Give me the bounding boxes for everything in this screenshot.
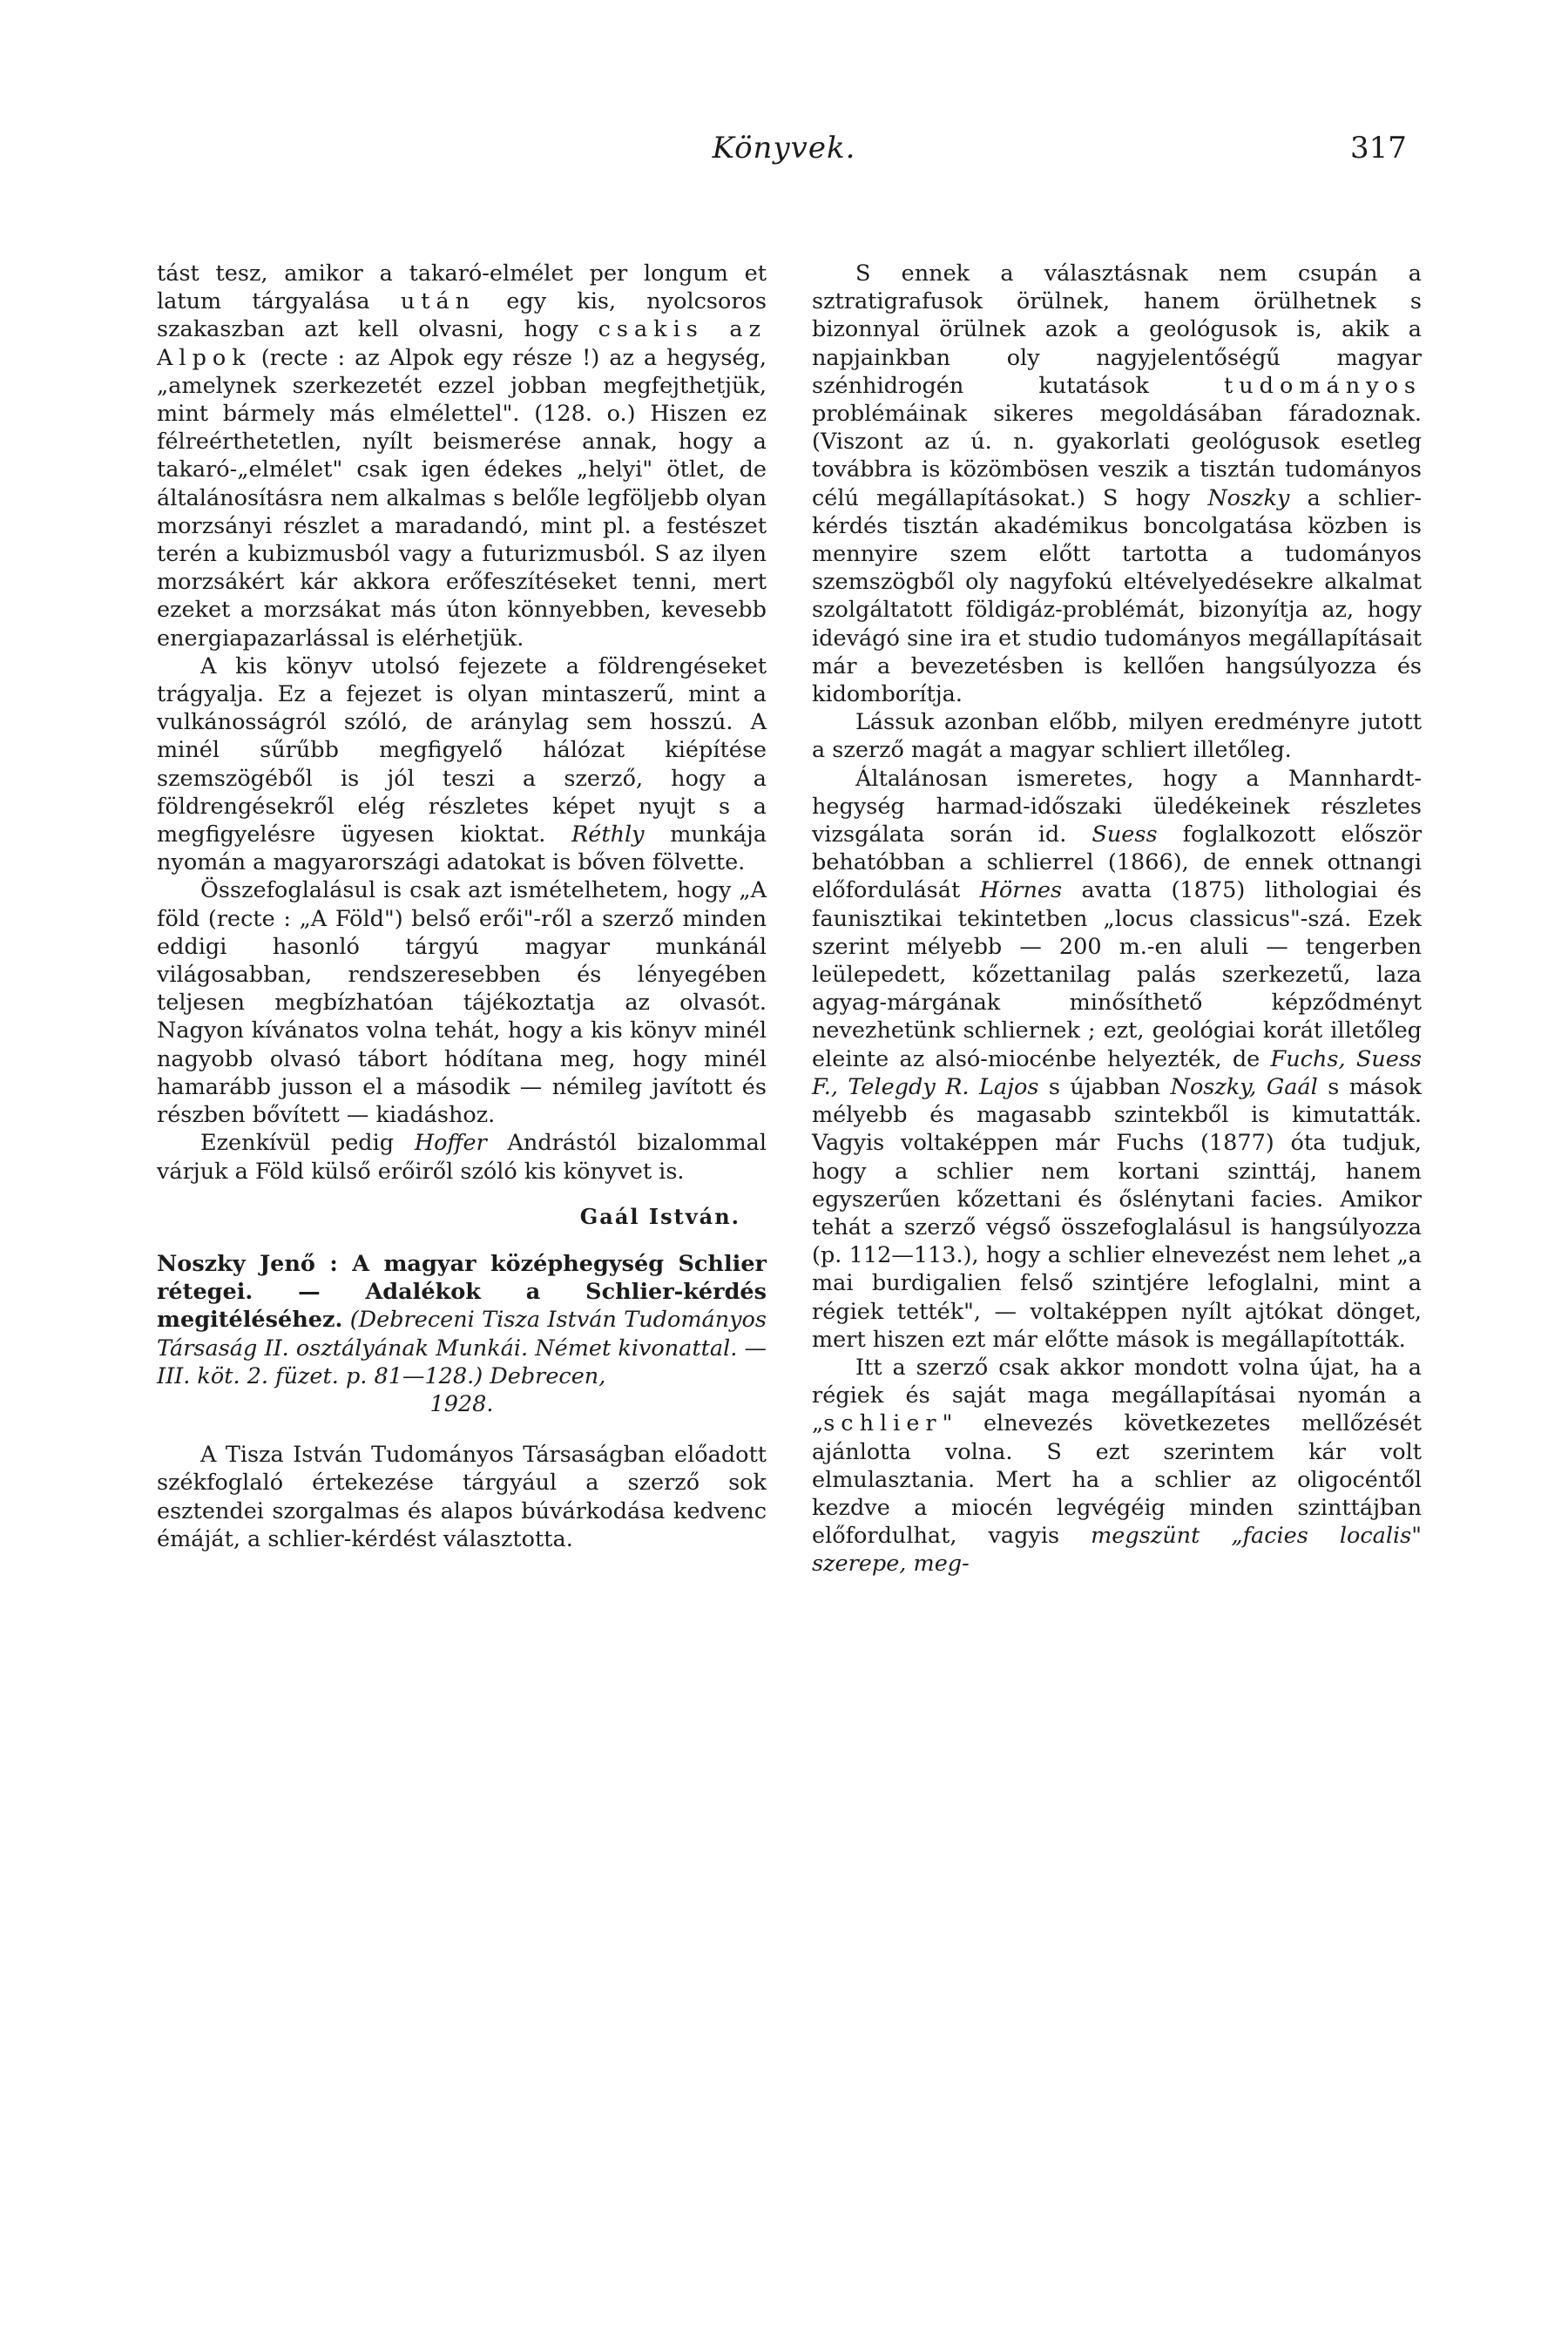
paragraph: S ennek a választásnak nem csupán a sztratigrafusok örülnek, hanem örülhetnek s bizonnyal örülnek azok a geológusok is, akik a napjainkban oly nagyjelentőségű magyar szénhidrogén kutatások tudományos problémáinak sikeres megoldásában fáradoznak. (Viszont az ú. n. gyakorlati geológusok esetleg továbbra is közömbösen veszik a tisztán tudományos célú megállapításokat.) S hogy Noszky a schlier-kérdés tisztán akadémikus boncolgatása közben is mennyire szem előtt tartotta a tudományos szemszögből oly nagyfokú eltévelyedésekre alkalmat szolgáltatott földigáz-problémát, bizonyítja az, hogy idevágó sine ira et studio tudományos megállapításait már a bevezetésben is kellően hangsúlyozza és kidomborítja.	[812, 260, 1423, 708]
paragraph: tást tesz, amikor a takaró-elmélet per longum et latum tárgyalása után egy kis, nyolcsoros szakaszban azt kell olvasni, hogy csakis az Alpok (recte : az Alpok egy része !) az a hegység, „amelynek szerkezetét ezzel jobban megfejthetjük, mint bármely más elmélettel". (128. o.) Hiszen ez félreérthetetlen, nyílt beismerése annak, hogy a takaró-„elmélet" csak igen édekes „helyi" ötlet, de általánosításra nem alkalmas s belőle legföljebb olyan morzsányi részlet a maradandó, mint pl. a festészet terén a kubizmusból vagy a futurizmusból. S az ilyen morzsákért kár akkora erőfeszítéseket tenni, mert ezeket a morzsákat más úton könnyebben, kevesebb energiapazarlással is elérhetjük.	[157, 260, 767, 652]
running-header: Könyvek.	[712, 131, 856, 166]
paragraph: A Tisza István Tudományos Társaságban előadott székfoglaló értekezése tárgyául a szerző sok esztendei szorgalmas és alapos búvárkodása kedvenc émáját, a schlier-kérdést választotta.	[157, 1442, 767, 1552]
paragraph: Összefoglalásul is csak azt ismételhetem, hogy „A föld (recte : „A Föld") belső erői"-ről a szerző minden eddigi hasonló tárgyú magyar munkánál világosabban, rendszeresebben és lényegében teljesen megbízhatóan tájékoztatja az olvasót. Nagyon kívánatos volna tehát, hogy a kis könyv minél nagyobb olvasó tábort hódítana meg, hogy minél hamarább jusson el a második — némileg javított és részben bővített — kiadáshoz.	[157, 877, 767, 1129]
paragraph: Ezenkívül pedig Hoffer Andrástól bizalommal várjuk a Föld külső erőiről szóló kis könyvet is.	[157, 1130, 767, 1185]
paragraph: Itt a szerző csak akkor mondott volna újat, ha a régiek és saját maga megállapításai nyomán a „schlier" elnevezés következetes mellőzését ajánlotta volna. S ezt szerintem kár volt elmulasztania. Mert ha a schlier az oligocéntől kezdve a miocén legvégéig minden szinttájban előfordulhat, vagyis megszünt „facies localis" szerepe, meg-	[812, 1354, 1422, 1578]
review-heading: Noszky Jenő : A magyar középhegység Schlier rétegei. — Adalékok a Schlier-kérdés megitéléséhez. (Debreceni Tisza István Tudományos Társaság II. osztályának Munkái. Német kivonattal. — III. köt. 2. füzet. p. 81—128.) Debrecen, 1928.	[157, 1250, 767, 1417]
left-column	[157, 260, 767, 1553]
paragraph: Általánosan ismeretes, hogy a Mannhardt-hegység harmad-időszaki üledékeinek részletes vizsgálata során id. Suess foglalkozott először behatóbban a schlierrel (1866), de ennek ottnangi előfordulását Hörnes avatta (1875) lithologiai és faunisztikai tekintetben „locus classicus"-szá. Ezek szerint mélyebb — 200 m.-en aluli — tengerben leülepedett, kőzettanilag palás szerkezetű, laza agyag-márgának minősíthető képződményt nevezhetünk schliernek ; ezt, geológiai korát illetőleg eleinte az alsó-miocénbe helyezték, de Fuchs, Suess F., Telegdy R. Lajos s újabban Noszky, Gaál s mások mélyebb és magasabb szintekből is kimutatták. Vagyis voltaképpen már Fuchs (1877) óta tudjuk, hogy a schlier nem kortani szinttáj, hanem egyszerűen kőzettani és őslénytani facies. Amikor tehát a szerző végső összefoglalásul is hangsúlyozza (p. 112—113.), hogy a schlier elnevezést nem lehet „a mai burdigalien felső szintjére lefoglalni, mint a régiek tették", — voltaképpen nyílt ajtókat dönget, mert hiszen ezt már előtte mások is megállapították.	[812, 765, 1423, 1353]
page-number: 317	[1350, 131, 1407, 166]
paragraph: A kis könyv utolsó fejezete a földrengéseket trágyalja. Ez a fejezet is olyan mintaszerű, mint a vulkánosságról szóló, de aránylag sem hosszú. A minél sűrűbb megfigyelő hálózat kiépítése szemszögéből is jól teszi a szerző, hogy a földrengésekről elég részletes képet nyujt s a megfigyelésre ügyesen kioktat. Réthly munkája nyomán a magyarországi adatokat is bőven fölvette.	[157, 652, 767, 876]
paragraph: Lássuk azonban előbb, milyen eredményre jutott a szerző magát a magyar schliert illetőleg.	[812, 709, 1422, 764]
author-signature: Gaál István.	[579, 1203, 740, 1229]
right-column	[812, 260, 1422, 1578]
